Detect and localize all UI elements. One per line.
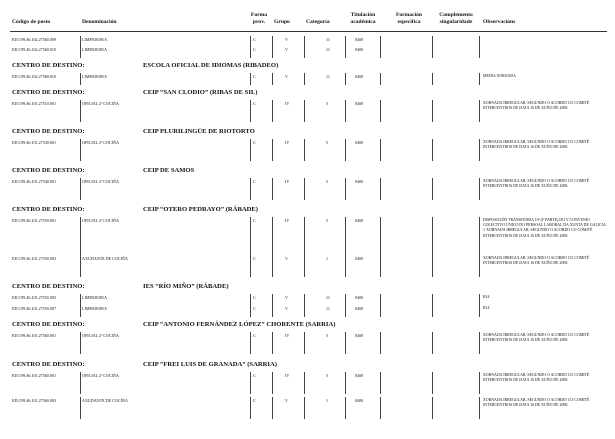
header-divider bbox=[10, 31, 607, 32]
centro-destino-label: CENTRO DE DESTINO: bbox=[12, 89, 85, 96]
centro-destino-name: CEIP “SAN CLODIO” (RIBAS DE SIL) bbox=[143, 89, 258, 96]
header-complemento-line1: Complemento bbox=[439, 12, 473, 18]
post-denomination: LIMPADOR/A bbox=[82, 37, 108, 42]
column-divider bbox=[380, 178, 381, 200]
post-titulacion: 0400 bbox=[355, 37, 364, 42]
column-divider bbox=[304, 305, 305, 317]
post-observacions: XORNADA IRREGULAR, SEGUNDO O ACORDO CO COMITÉ INTERCENTROS DE DATA 16 DE XUÑO DE 2008. bbox=[483, 256, 590, 266]
column-divider bbox=[345, 46, 346, 58]
column-divider bbox=[479, 332, 480, 354]
column-divider bbox=[80, 305, 81, 317]
column-divider bbox=[479, 73, 480, 85]
post-titulacion: 0400 bbox=[355, 47, 364, 52]
column-divider bbox=[304, 397, 305, 419]
post-code: ED.C99.46.101.27530.001 bbox=[12, 140, 57, 145]
column-divider bbox=[380, 46, 381, 58]
column-divider bbox=[304, 178, 305, 200]
centro-destino-label: CENTRO DE DESTINO: bbox=[12, 321, 85, 328]
column-divider bbox=[345, 255, 346, 277]
post-denomination: OFICIAL 2ª COCIÑA bbox=[82, 140, 119, 145]
post-categoria: 5 bbox=[326, 373, 329, 378]
post-forma-prov: C bbox=[253, 74, 256, 79]
header-complemento-line2: singularidade bbox=[439, 18, 473, 25]
column-divider bbox=[272, 46, 273, 58]
column-divider bbox=[304, 100, 305, 122]
post-denomination: OFICIAL 2ª COCIÑA bbox=[82, 218, 119, 223]
column-divider bbox=[80, 397, 81, 419]
post-observacions: XORNADA IRREGULAR, SEGUNDO O ACORDO CO COMITÉ INTERCENTROS DE DATA 16 DE XUÑO DE 2008. bbox=[483, 373, 590, 383]
column-divider bbox=[345, 305, 346, 317]
column-divider bbox=[272, 372, 273, 394]
column-divider bbox=[80, 139, 81, 161]
centro-destino-name: ESCOLA OFICIAL DE IDIOMAS (RIBADEO) bbox=[143, 62, 279, 69]
post-observacions: MEDIA XORNADA bbox=[483, 74, 516, 78]
post-denomination: LIMPADOR/A bbox=[82, 306, 108, 311]
post-grupo: V bbox=[285, 47, 288, 52]
column-divider bbox=[380, 397, 381, 419]
column-divider bbox=[345, 178, 346, 200]
post-denomination: OFICIAL 2ª COCIÑA bbox=[82, 333, 119, 338]
post-code: ED.C99.46.101.27540.001 bbox=[12, 179, 57, 184]
post-code: ED.C99.46.101.27560.003 bbox=[12, 398, 57, 403]
post-forma-prov: C bbox=[253, 101, 256, 106]
column-divider bbox=[250, 332, 251, 354]
column-divider bbox=[432, 255, 433, 277]
column-divider bbox=[380, 255, 381, 277]
post-categoria: 11 bbox=[326, 306, 330, 311]
post-denomination: AXUDANTE DE COCIÑA bbox=[82, 256, 128, 261]
column-divider bbox=[250, 372, 251, 394]
column-divider bbox=[250, 178, 251, 200]
post-categoria: 5 bbox=[326, 218, 329, 223]
header-denominacion: Denominación bbox=[82, 19, 117, 25]
column-divider bbox=[345, 372, 346, 394]
column-divider bbox=[479, 178, 480, 200]
post-categoria: 11 bbox=[326, 47, 330, 52]
header-titulacion-line2: académica bbox=[350, 18, 376, 25]
column-divider bbox=[80, 255, 81, 277]
post-grupo: V bbox=[285, 306, 288, 311]
column-divider bbox=[250, 139, 251, 161]
centro-destino-label: CENTRO DE DESTINO: bbox=[12, 128, 85, 135]
column-divider bbox=[432, 178, 433, 200]
post-grupo: V bbox=[285, 37, 288, 42]
column-divider bbox=[432, 372, 433, 394]
post-forma-prov: C bbox=[253, 256, 256, 261]
centro-destino-name: CEIP “ANTONIO FERNÁNDEZ LÓPEZ” CHORENTE (SARRIA) bbox=[143, 321, 336, 328]
post-forma-prov: C bbox=[253, 295, 256, 300]
column-divider bbox=[304, 255, 305, 277]
post-grupo: IV bbox=[285, 101, 290, 106]
column-divider bbox=[432, 397, 433, 419]
centro-destino-label: CENTRO DE DESTINO: bbox=[12, 283, 85, 290]
post-forma-prov: C bbox=[253, 140, 256, 145]
header-observacions: Observacións bbox=[483, 19, 516, 25]
post-titulacion: 0400 bbox=[355, 398, 364, 403]
column-divider bbox=[80, 100, 81, 122]
column-divider bbox=[250, 100, 251, 122]
post-titulacion: 0400 bbox=[355, 140, 364, 145]
header-categoria: Categoría bbox=[306, 19, 330, 25]
column-divider bbox=[380, 73, 381, 85]
column-divider bbox=[250, 397, 251, 419]
post-code: ED.C99.46.101.27560.001 bbox=[12, 333, 57, 338]
column-divider bbox=[380, 139, 381, 161]
post-forma-prov: C bbox=[253, 333, 256, 338]
column-divider bbox=[479, 100, 480, 122]
centro-destino-name: CEIP “FREI LUIS DE GRANADA” (SARRIA) bbox=[143, 361, 277, 368]
post-grupo: IV bbox=[285, 333, 290, 338]
column-divider bbox=[272, 217, 273, 255]
column-divider bbox=[80, 178, 81, 200]
column-divider bbox=[80, 332, 81, 354]
column-divider bbox=[479, 139, 480, 161]
column-divider bbox=[479, 305, 480, 317]
column-divider bbox=[250, 46, 251, 58]
post-titulacion: 0400 bbox=[355, 306, 364, 311]
header-forma-line1: Forma bbox=[250, 12, 268, 18]
post-observacions: B14 bbox=[483, 306, 490, 310]
column-divider bbox=[250, 217, 251, 255]
post-forma-prov: C bbox=[253, 373, 256, 378]
column-divider bbox=[345, 139, 346, 161]
post-denomination: LIMPADOR/A bbox=[82, 47, 108, 52]
column-divider bbox=[304, 139, 305, 161]
column-divider bbox=[80, 372, 81, 394]
header-titulacion bbox=[346, 12, 380, 25]
column-divider bbox=[272, 332, 273, 354]
post-grupo: IV bbox=[285, 218, 290, 223]
column-divider bbox=[432, 46, 433, 58]
post-observacions: XORNADA IRREGULAR, SEGUNDO O ACORDO CO COMITÉ INTERCENTROS DE DATA 16 DE XUÑO DE 2008. bbox=[483, 398, 590, 408]
post-observacions: XORNADA IRREGULAR, SEGUNDO O ACORDO CO COMITÉ INTERCENTROS DE DATA 16 DE XUÑO DE 2008. bbox=[483, 140, 590, 150]
header-grupo: Grupo bbox=[274, 19, 290, 25]
column-divider bbox=[432, 217, 433, 255]
column-divider bbox=[432, 332, 433, 354]
header-forma bbox=[248, 12, 270, 25]
post-observacions: DISPOSICIÓN TRANSITORIA 10ª (Iª PARTE) DO V CONVENIO COLECTIVO ÚNICO DO PERSOAL LABORAL DA XUNTA DE GALICIA. // XORNADA IRREGULAR, SEGUNDO O ACORDO CO COMITÉ INTERCENTROS DE DATA 16 DE XUÑO DE 2008. bbox=[483, 218, 607, 238]
column-divider bbox=[479, 372, 480, 394]
header-complemento bbox=[434, 12, 478, 25]
column-divider bbox=[250, 73, 251, 85]
post-forma-prov: C bbox=[253, 218, 256, 223]
header-formacion-line1: Formación bbox=[395, 12, 423, 18]
post-denomination: OFICIAL 2ª COCIÑA bbox=[82, 373, 119, 378]
column-divider bbox=[345, 332, 346, 354]
post-code: ED.C99.46.101.27550.003 bbox=[12, 256, 57, 261]
header-formacion-line2: específica bbox=[397, 18, 421, 25]
post-titulacion: 0400 bbox=[355, 179, 364, 184]
post-categoria: 5 bbox=[326, 101, 329, 106]
post-titulacion: 0400 bbox=[355, 295, 364, 300]
post-categoria: 5 bbox=[326, 179, 329, 184]
post-code: ED.C99.46.101.27550.005 bbox=[12, 295, 57, 300]
post-code: ED.C99.46.102.27560.009 bbox=[12, 37, 57, 42]
post-denomination: AXUDANTE DE COCIÑA bbox=[82, 398, 128, 403]
post-observacions: XORNADA IRREGULAR, SEGUNDO O ACORDO CO COMITÉ INTERCENTROS DE DATA 16 DE XUÑO DE 2008. bbox=[483, 101, 590, 111]
post-titulacion: 0400 bbox=[355, 101, 364, 106]
post-observacions: XORNADA IRREGULAR, SEGUNDO O ACORDO CO COMITÉ INTERCENTROS DE DATA 16 DE XUÑO DE 2008. bbox=[483, 179, 590, 189]
column-divider bbox=[345, 100, 346, 122]
post-code: ED.C99.46.101.27560.001 bbox=[12, 373, 57, 378]
column-divider bbox=[432, 73, 433, 85]
header-titulacion-line1: Titulación bbox=[350, 12, 376, 18]
column-divider bbox=[380, 100, 381, 122]
post-grupo: V bbox=[285, 398, 288, 403]
centro-destino-name: IES “RÍO MIÑO” (RÁBADE) bbox=[143, 283, 229, 290]
post-denomination: LIMPADOR/A bbox=[82, 295, 108, 300]
column-divider bbox=[304, 217, 305, 255]
post-forma-prov: C bbox=[253, 47, 256, 52]
post-code: ED.C99.46.101.27510.001 bbox=[12, 101, 57, 106]
column-divider bbox=[250, 305, 251, 317]
post-titulacion: 0400 bbox=[355, 373, 364, 378]
column-divider bbox=[479, 46, 480, 58]
column-divider bbox=[272, 100, 273, 122]
header-formacion bbox=[391, 12, 427, 25]
column-divider bbox=[272, 305, 273, 317]
centro-destino-name: CEIP PLURILINGÜE DE RIOTORTO bbox=[143, 128, 255, 135]
post-categoria: 11 bbox=[326, 74, 330, 79]
column-divider bbox=[272, 73, 273, 85]
column-divider bbox=[304, 73, 305, 85]
column-divider bbox=[80, 73, 81, 85]
post-forma-prov: C bbox=[253, 179, 256, 184]
post-denomination: OFICIAL 2ª COCIÑA bbox=[82, 101, 119, 106]
centro-destino-label: CENTRO DE DESTINO: bbox=[12, 206, 85, 213]
post-grupo: IV bbox=[285, 140, 290, 145]
column-divider bbox=[272, 178, 273, 200]
centro-destino-label: CENTRO DE DESTINO: bbox=[12, 167, 85, 174]
post-categoria: 5 bbox=[326, 140, 329, 145]
post-categoria: 1 bbox=[326, 256, 329, 261]
post-titulacion: 0400 bbox=[355, 74, 364, 79]
column-divider bbox=[479, 397, 480, 419]
post-grupo: IV bbox=[285, 179, 290, 184]
post-titulacion: 0400 bbox=[355, 333, 364, 338]
column-divider bbox=[272, 139, 273, 161]
header-forma-line2: prov. bbox=[252, 18, 266, 25]
column-divider bbox=[479, 217, 480, 255]
post-code: ED.C99.46.101.27550.007 bbox=[12, 306, 57, 311]
post-grupo: V bbox=[285, 256, 288, 261]
column-divider bbox=[250, 255, 251, 277]
column-divider bbox=[479, 255, 480, 277]
post-forma-prov: C bbox=[253, 37, 256, 42]
column-divider bbox=[380, 332, 381, 354]
centro-destino-name: CEIP DE SAMOS bbox=[143, 167, 195, 174]
column-divider bbox=[304, 332, 305, 354]
centro-destino-name: CEIP “OTERO PEDRAYO” (RÁBADE) bbox=[143, 206, 258, 213]
column-divider bbox=[304, 46, 305, 58]
column-divider bbox=[345, 397, 346, 419]
post-grupo: V bbox=[285, 74, 288, 79]
post-categoria: 11 bbox=[326, 295, 330, 300]
post-denomination: LIMPADOR/A bbox=[82, 74, 108, 79]
post-forma-prov: C bbox=[253, 306, 256, 311]
column-divider bbox=[432, 305, 433, 317]
column-divider bbox=[345, 217, 346, 255]
column-divider bbox=[304, 372, 305, 394]
post-code: ED.C99.46.101.27550.001 bbox=[12, 218, 57, 223]
post-code: ED.C99.46.102.27560.010 bbox=[12, 47, 57, 52]
post-categoria: 1 bbox=[326, 398, 329, 403]
column-divider bbox=[380, 305, 381, 317]
column-divider bbox=[272, 255, 273, 277]
column-divider bbox=[432, 100, 433, 122]
post-observacions: XORNADA IRREGULAR, SEGUNDO O ACORDO CO COMITÉ INTERCENTROS DE DATA 16 DE XUÑO DE 2008. bbox=[483, 333, 590, 343]
post-grupo: V bbox=[285, 295, 288, 300]
post-code: ED.C99.46.102.27560.010 bbox=[12, 74, 57, 79]
centro-destino-label: CENTRO DE DESTINO: bbox=[12, 361, 85, 368]
column-divider bbox=[432, 139, 433, 161]
post-forma-prov: C bbox=[253, 398, 256, 403]
column-divider bbox=[272, 397, 273, 419]
post-observacions: B14 bbox=[483, 295, 490, 299]
centro-destino-label: CENTRO DE DESTINO: bbox=[12, 62, 85, 69]
post-grupo: IV bbox=[285, 373, 290, 378]
post-categoria: 5 bbox=[326, 333, 329, 338]
column-divider bbox=[345, 73, 346, 85]
post-denomination: OFICIAL 2ª COCIÑA bbox=[82, 179, 119, 184]
post-titulacion: 0400 bbox=[355, 256, 364, 261]
column-divider bbox=[380, 372, 381, 394]
column-divider bbox=[80, 217, 81, 255]
post-titulacion: 0400 bbox=[355, 218, 364, 223]
column-divider bbox=[80, 46, 81, 58]
column-divider bbox=[380, 217, 381, 255]
header-codigo: Código de posto bbox=[12, 19, 51, 25]
post-categoria: 11 bbox=[326, 37, 330, 42]
